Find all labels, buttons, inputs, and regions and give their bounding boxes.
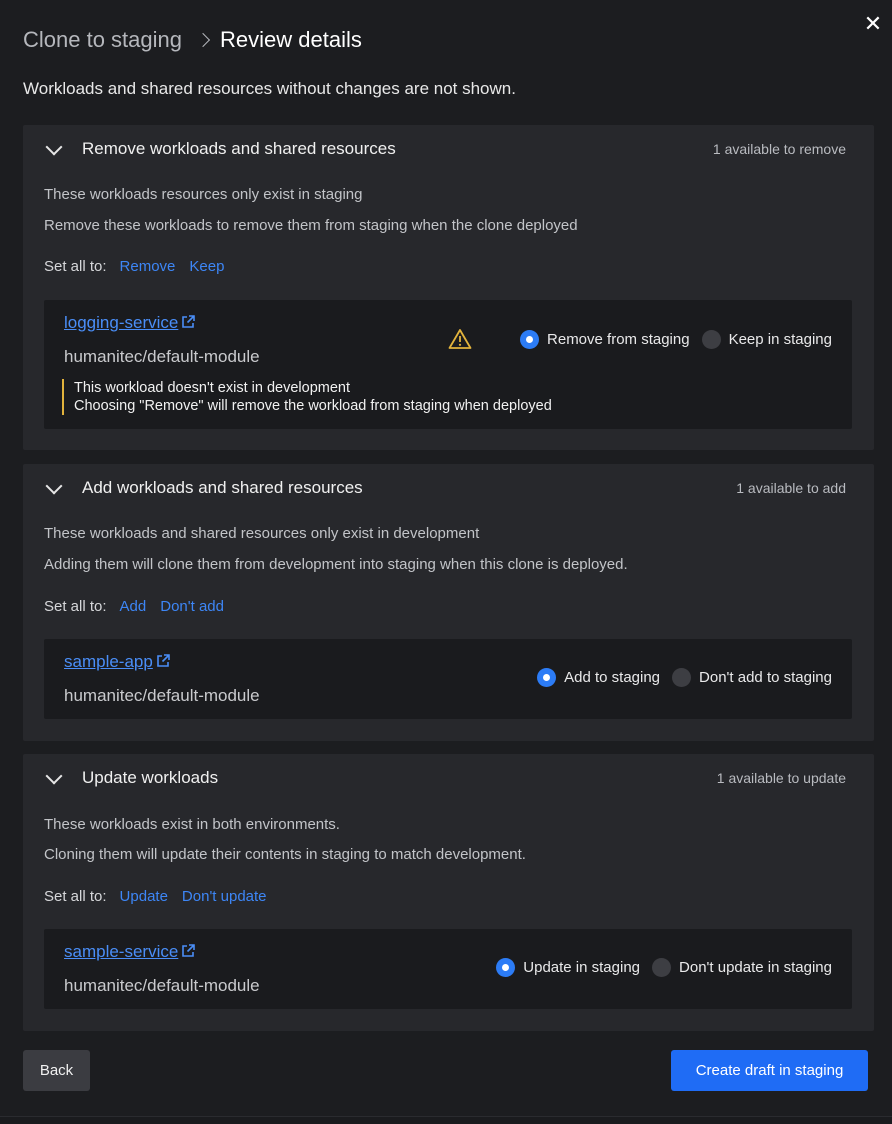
set-all-row: [44, 598, 238, 615]
back-button[interactable]: Back: [23, 1050, 90, 1091]
radio-group: [484, 958, 832, 977]
set-all-dont-add-link[interactable]: Don't add: [160, 598, 224, 615]
radio-label: Add to staging: [564, 669, 661, 686]
external-link-icon: [180, 943, 196, 959]
section-update: [23, 754, 874, 1031]
workload-item-sample-service: [44, 929, 852, 1009]
section-description: Cloning them will update their contents in staging to match development.: [44, 846, 526, 863]
radio-selected-icon: [537, 668, 556, 687]
set-all-row: [44, 258, 238, 275]
workload-module: humanitec/default-module: [64, 976, 260, 995]
workload-name: sample-service: [64, 942, 179, 961]
workload-link[interactable]: [64, 942, 196, 962]
radio-group: [508, 330, 832, 349]
section-header-remove[interactable]: [23, 125, 874, 175]
radio-label: Update in staging: [523, 959, 641, 976]
dont-update-in-staging-radio[interactable]: [652, 958, 832, 977]
radio-unselected-icon: [672, 668, 691, 687]
chevron-down-icon: [46, 139, 63, 156]
section-description: Adding them will clone them from development into staging when this clone is deployed.: [44, 556, 628, 573]
warning-line: Choosing "Remove" will remove the workload from staging when deployed: [74, 398, 552, 414]
radio-unselected-icon: [652, 958, 671, 977]
radio-label: Don't add to staging: [699, 669, 832, 686]
section-add: [23, 464, 874, 741]
section-count: 1 available to remove: [712, 141, 846, 157]
chevron-down-icon: [46, 768, 63, 785]
dont-add-to-staging-radio[interactable]: [672, 668, 832, 687]
page-subtitle: Workloads and shared resources without changes are not shown.: [23, 79, 516, 98]
section-description: These workloads resources only exist in staging: [44, 186, 363, 203]
close-icon[interactable]: ✕: [863, 12, 883, 37]
chevron-right-icon: [196, 33, 210, 47]
section-description: These workloads and shared resources only exist in development: [44, 525, 480, 542]
remove-from-staging-radio[interactable]: [520, 330, 690, 349]
section-count: 1 available to add: [736, 480, 846, 496]
radio-label: Remove from staging: [547, 331, 690, 348]
breadcrumb: [23, 26, 362, 54]
workload-link[interactable]: [64, 313, 196, 333]
workload-item-sample-app: [44, 639, 852, 719]
set-all-label: Set all to:: [44, 258, 107, 275]
set-all-label: Set all to:: [44, 598, 107, 615]
radio-label: Don't update in staging: [679, 959, 832, 976]
keep-in-staging-radio[interactable]: [702, 330, 832, 349]
set-all-remove-link[interactable]: Remove: [119, 258, 176, 275]
section-title: Remove workloads and shared resources: [82, 139, 396, 158]
add-to-staging-radio[interactable]: [537, 668, 660, 687]
radio-label: Keep in staging: [728, 331, 832, 348]
external-link-icon: [180, 314, 196, 330]
workload-module: humanitec/default-module: [64, 686, 260, 705]
warning-line: This workload doesn't exist in development: [74, 380, 350, 396]
set-all-keep-link[interactable]: Keep: [189, 258, 225, 275]
set-all-update-link[interactable]: Update: [119, 888, 168, 905]
page-title: Review details: [220, 27, 362, 52]
section-title: Add workloads and shared resources: [82, 478, 363, 497]
warning-icon: [448, 328, 472, 350]
create-draft-button[interactable]: Create draft in staging: [671, 1050, 868, 1091]
set-all-label: Set all to:: [44, 888, 107, 905]
workload-link[interactable]: [64, 652, 171, 672]
section-description: These workloads exist in both environments.: [44, 816, 340, 833]
section-header-add[interactable]: [23, 464, 874, 514]
radio-selected-icon: [520, 330, 539, 349]
radio-group: [525, 668, 832, 687]
chevron-down-icon: [46, 478, 63, 495]
warning-message: [62, 379, 552, 415]
workload-item-logging-service: [44, 300, 852, 429]
set-all-row: [44, 888, 281, 905]
set-all-add-link[interactable]: Add: [119, 598, 147, 615]
section-title: Update workloads: [82, 768, 219, 787]
radio-selected-icon: [496, 958, 515, 977]
section-header-update[interactable]: [23, 754, 874, 804]
update-in-staging-radio[interactable]: [496, 958, 640, 977]
breadcrumb-parent[interactable]: Clone to staging: [23, 27, 182, 52]
workload-module: humanitec/default-module: [64, 347, 260, 366]
workload-name: sample-app: [64, 652, 153, 671]
radio-unselected-icon: [702, 330, 721, 349]
section-count: 1 available to update: [716, 770, 846, 786]
external-link-icon: [155, 653, 171, 669]
section-description: Remove these workloads to remove them from staging when the clone deployed: [44, 217, 578, 234]
section-remove: [23, 125, 874, 450]
workload-name: logging-service: [64, 313, 179, 332]
set-all-dont-update-link[interactable]: Don't update: [181, 888, 267, 905]
